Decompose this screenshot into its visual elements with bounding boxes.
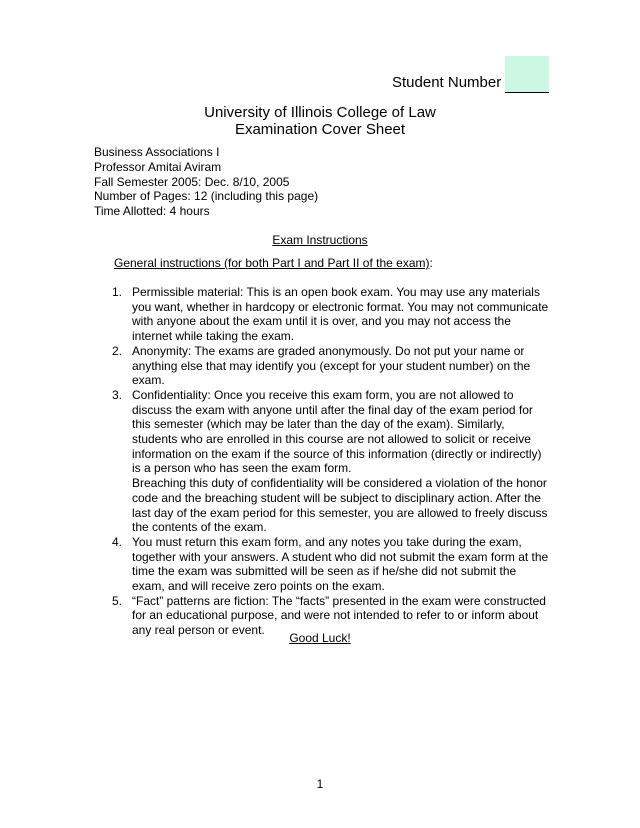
- instruction-text: “Fact” patterns are fiction: The “facts” presented in the exam were constructed for an educational purpose, and were not intended to refer to or inform about any real person or event.: [132, 593, 546, 638]
- student-number-box[interactable]: [505, 56, 549, 93]
- professor-name: Professor Amitai Aviram: [94, 159, 222, 174]
- section-heading-exam-instructions: Exam Instructions: [272, 233, 368, 247]
- good-luck-text: Good Luck!: [289, 631, 351, 645]
- instruction-item: [112, 535, 552, 594]
- general-instructions-text: General instructions (for both Part I and Part II of the exam): [114, 256, 430, 270]
- instruction-item: [112, 285, 552, 344]
- general-instructions-heading: [114, 256, 433, 270]
- instruction-item: [112, 344, 552, 388]
- instruction-number: 3.: [112, 387, 123, 402]
- instruction-text: You must return this exam form, and any notes you take during the exam, together with your answers. A student who did not submit the exam form at the time the exam was submitted will be seen as if he/she did not submit the exam, and will receive zero points on the exam.: [132, 534, 549, 594]
- general-instructions-colon: :: [429, 256, 433, 270]
- instruction-text: Permissible material: This is an open book exam. You may use any materials you want, whether in hardcopy or electronic format. You may not communicate with anyone about the exam until it is over, and you may not access the internet while taking the exam.: [132, 285, 549, 344]
- instructions-list: [112, 285, 552, 638]
- course-name: Business Associations I: [94, 145, 220, 159]
- instruction-number: 4.: [112, 534, 123, 549]
- title-line-university: University of Illinois College of Law: [204, 104, 436, 121]
- semester-dates: Fall Semester 2005: Dec. 8/10, 2005: [94, 174, 290, 189]
- instruction-text: Confidentiality: Once you receive this exam form, you are not allowed to discuss the exam with anyone until after the final day of the exam period for this semester (which may be later than the day of the exam). Similarly, students who are enrolled in this course are not allowed to solicit or receive information on the exam if the source of this information (directly or indirectly) is a person who has seen the exam form.: [132, 387, 542, 476]
- time-allotted: Time Allotted: 4 hours: [94, 204, 210, 219]
- page-count: Number of Pages: 12 (including this page): [94, 189, 319, 204]
- title-line-cover-sheet: Examination Cover Sheet: [234, 121, 406, 138]
- instruction-item: [112, 388, 552, 535]
- instruction-text-continued: Breaching this duty of confidentiality will be considered a violation of the honor code and the breaching student will be subject to disciplinary action. After the last day of the exam period for this semester, you are allowed to freely discuss the contents of the exam.: [132, 476, 548, 535]
- instruction-number: 2.: [112, 343, 123, 358]
- page-number: 1: [316, 777, 324, 791]
- document-title: [0, 104, 640, 138]
- instruction-number: 1.: [112, 285, 123, 299]
- student-number-field: [392, 55, 549, 93]
- student-number-label: Student Number: [392, 74, 502, 91]
- instruction-text: Anonymity: The exams are graded anonymously. Do not put your name or anything else that may identify you (except for your student number) on the exam.: [132, 343, 531, 388]
- course-info: [94, 145, 318, 219]
- instruction-number: 5.: [112, 593, 123, 608]
